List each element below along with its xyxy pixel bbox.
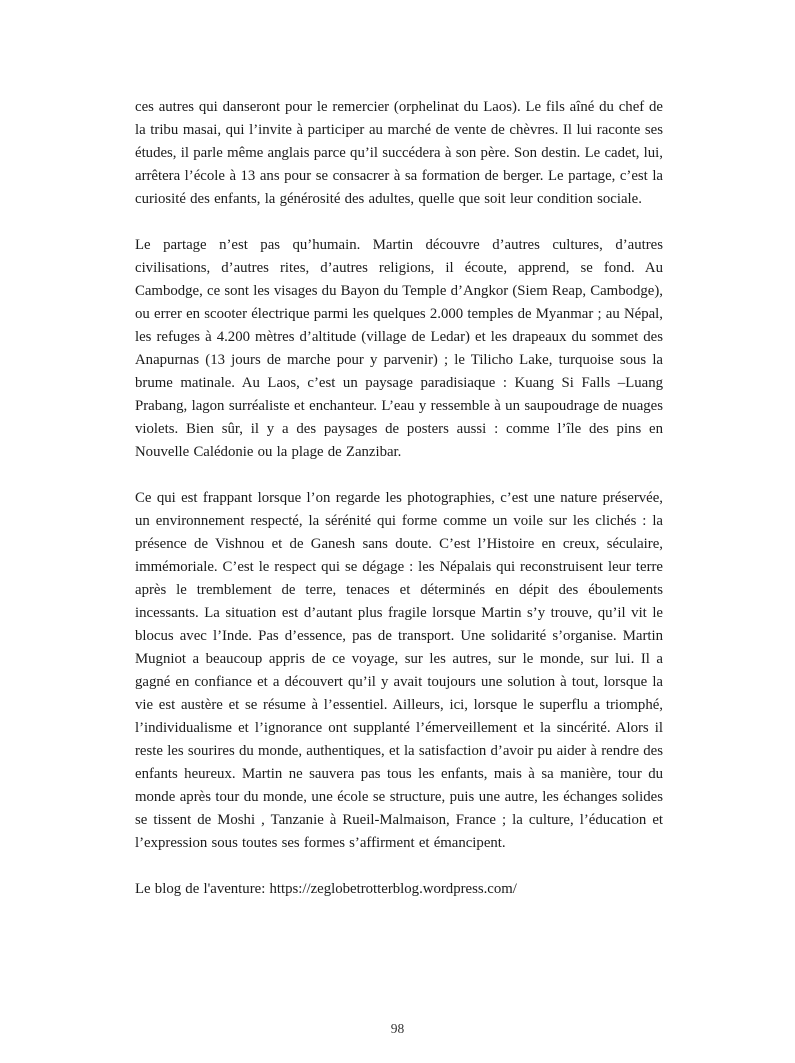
paragraph-1: ces autres qui danseront pour le remercier (orphelinat du Laos). Le fils aîné du chef de la tribu masai, qui l’invite à participer au marché de vente de chèvres. Il lui raconte ses études, il parle même anglais parce qu’il succédera à son père. Son destin. Le cadet, lui, arrêtera l’école à 13 ans pour se consacrer à sa formation de berger. Le partage, c’est la curiosité des enfants, la générosité des adultes, quelle que soit leur condition sociale. [135,99,663,207]
paragraph-2: Le partage n’est pas qu’humain. Martin découvre d’autres cultures, d’autres civilisations, d’autres rites, d’autres religions, il écoute, apprend, se fond. Au Cambodge, ce sont les visages du Bayon du Temple d’Angkor (Siem Reap, Cambodge), ou errer en scooter électrique parmi les quelques 2.000 temples de Myanmar ; au Népal, les refuges à 4.200 mètres d’altitude (village de Ledar) et les drapeaux du sommet des Anapurnas (13 jours de marche pour y parvenir) ; le Tilicho Lake, turquoise sous la brume matinale. Au Laos, c’est un paysage paradisiaque : Kuang Si Falls –Luang Prabang, lagon surréaliste et enchanteur. L’eau y ressemble à un saupoudrage de nuages violets. Bien sûr, il y a des paysages de posters aussi : comme l’île des pins en Nouvelle Calédonie ou la plage de Zanzibar. [135,237,663,460]
text-block [135,96,663,901]
paragraph-3: Ce qui est frappant lorsque l’on regarde les photographies, c’est une nature préservée, un environnement respecté, la sérénité qui forme comme un voile sur les clichés : la présence de Vishnou et de Ganesh sans doute. C’est l’Histoire en creux, séculaire, immémoriale. C’est le respect qui se dégage : les Népalais qui reconstruisent leur terre après le tremblement de terre, tenaces et déterminés en dépit des éboulements incessants. La situation est d’autant plus fragile lorsque Martin s’y trouve, qu’il vit le blocus avec l’Inde. Pas d’essence, pas de transport. Une solidarité s’organise. Martin Mugniot a beaucoup appris de ce voyage, sur les autres, sur le monde, sur lui. Il a gagné en confiance et a découvert qu’il y avait toujours une solution à tout, lorsque la vie est austère et se résume à l’essentiel. Ailleurs, ici, lorsque le superflu a triomphé, l’individualisme et l’ignorance ont supplanté l’émerveillement et la sincérité. Alors il reste les sourires du monde, authentiques, et la satisfaction d’avoir pu aider à rendre des enfants heureux. Martin ne sauvera pas tous les enfants, mais à sa manière, tour du monde après tour du monde, une école se structure, puis une autre, les échanges solides se tissent de Moshi , Tanzanie à Rueil-Malmaison, France ; la culture, l’éducation et l’expression sous toutes ses formes s’affirment et émancipent. [135,490,663,851]
paragraph-blog-link: Le blog de l'aventure: https://zeglobetrotterblog.wordpress.com/ [135,881,517,897]
page-number: 98 [390,1021,405,1036]
